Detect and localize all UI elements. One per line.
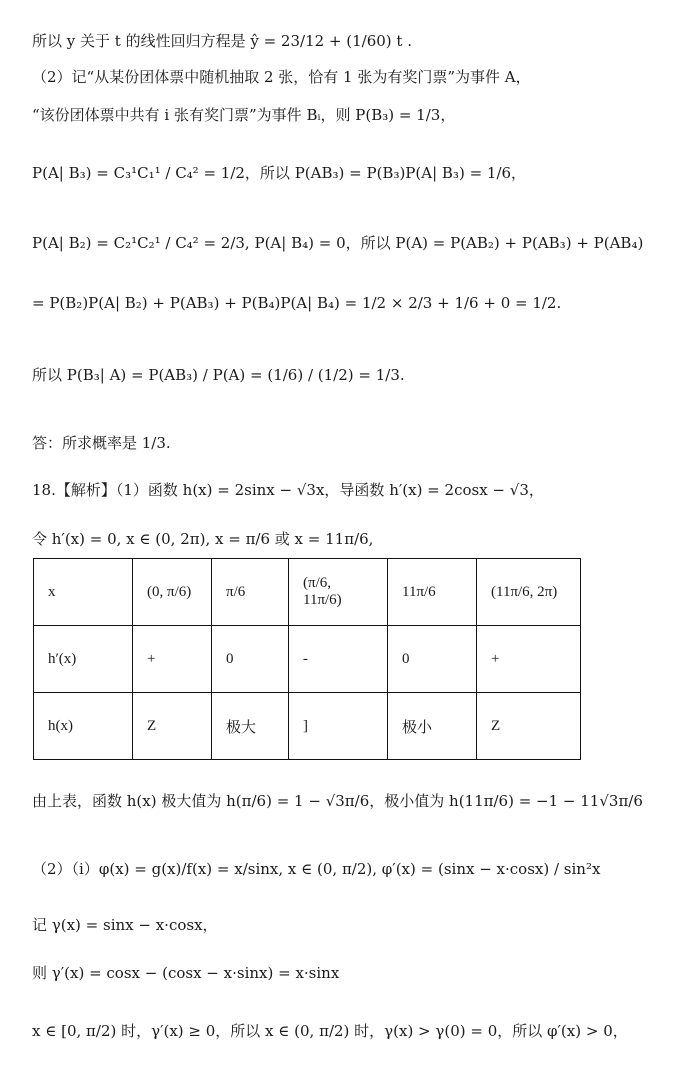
table-cell: 0: [212, 626, 289, 693]
table-cell: Z: [477, 693, 581, 760]
table-cell: ]: [289, 693, 388, 760]
text-line-2: （2）记“从某份团体票中随机抽取 2 张，恰有 1 张为有奖门票”为事件 A，: [32, 68, 531, 86]
table-cell: x: [34, 559, 133, 626]
text-line-14: 则 γ′(x) = cosx − (cosx − x·sinx) = x·sinx: [32, 964, 340, 982]
text-line-6: = P(B₂)P(A| B₂) + P(AB₃) + P(B₄)P(A| B₄) = 1/2 × 2/3 + 1/6 + 0 = 1/2.: [32, 294, 562, 312]
table-cell: -: [289, 626, 388, 693]
text-line-7: 所以 P(B₃| A) = P(AB₃) / P(A) = (1/6) / (1/2) = 1/3.: [32, 366, 405, 384]
table-cell: π/6: [212, 559, 289, 626]
table-row: [34, 559, 581, 626]
text-line-13: 记 γ(x) = sinx − x·cosx，: [32, 916, 218, 934]
table-cell: +: [477, 626, 581, 693]
text-line-8: 答：所求概率是 1/3.: [32, 434, 171, 452]
text-line-3: “该份团体票中共有 i 张有奖门票”为事件 Bᵢ，则 P(B₃) = 1/3，: [32, 106, 456, 124]
text-line-1: 所以 y 关于 t 的线性回归方程是 ŷ = 23/12 + (1/60) t .: [32, 32, 412, 50]
table-cell: h(x): [34, 693, 133, 760]
text-line-10: 令 h′(x) = 0, x ∈ (0, 2π), x = π/6 或 x = 11π/6,: [32, 530, 374, 548]
table-row: [34, 693, 581, 760]
table-row: [34, 626, 581, 693]
text-line-9: 18.【解析】（1）函数 h(x) = 2sinx − √3x，导函数 h′(x) = 2cosx − √3，: [32, 481, 544, 499]
table-cell: 极小: [388, 693, 477, 760]
text-line-5: P(A| B₂) = C₂¹C₂¹ / C₄² = 2/3, P(A| B₄) = 0，所以 P(A) = P(AB₂) + P(AB₃) + P(AB₄): [32, 234, 644, 252]
table-cell: 0: [388, 626, 477, 693]
table-cell: h′(x): [34, 626, 133, 693]
table-cell: (11π/6, 2π): [477, 559, 581, 626]
table-cell: +: [133, 626, 212, 693]
table-cell: 11π/6: [388, 559, 477, 626]
table-cell: (0, π/6): [133, 559, 212, 626]
text-line-4: P(A| B₃) = C₃¹C₁¹ / C₄² = 1/2，所以 P(AB₃) = P(B₃)P(A| B₃) = 1/6，: [32, 164, 527, 182]
variation-table: [33, 558, 581, 760]
table-cell: (π/6, 11π/6): [289, 559, 388, 626]
text-line-15: x ∈ [0, π/2) 时，γ′(x) ≥ 0，所以 x ∈ (0, π/2) 时，γ(x) > γ(0) = 0，所以 φ′(x) > 0，: [32, 1022, 628, 1040]
text-line-11: 由上表，函数 h(x) 极大值为 h(π/6) = 1 − √3π/6，极小值为 h(11π/6) = −1 − 11√3π/6: [32, 792, 643, 810]
text-line-12: （2）（i）φ(x) = g(x)/f(x) = x/sinx, x ∈ (0, π/2), φ′(x) = (sinx − x·cosx) / sin²x: [32, 860, 601, 878]
table-cell: 极大: [212, 693, 289, 760]
table-cell: Z: [133, 693, 212, 760]
